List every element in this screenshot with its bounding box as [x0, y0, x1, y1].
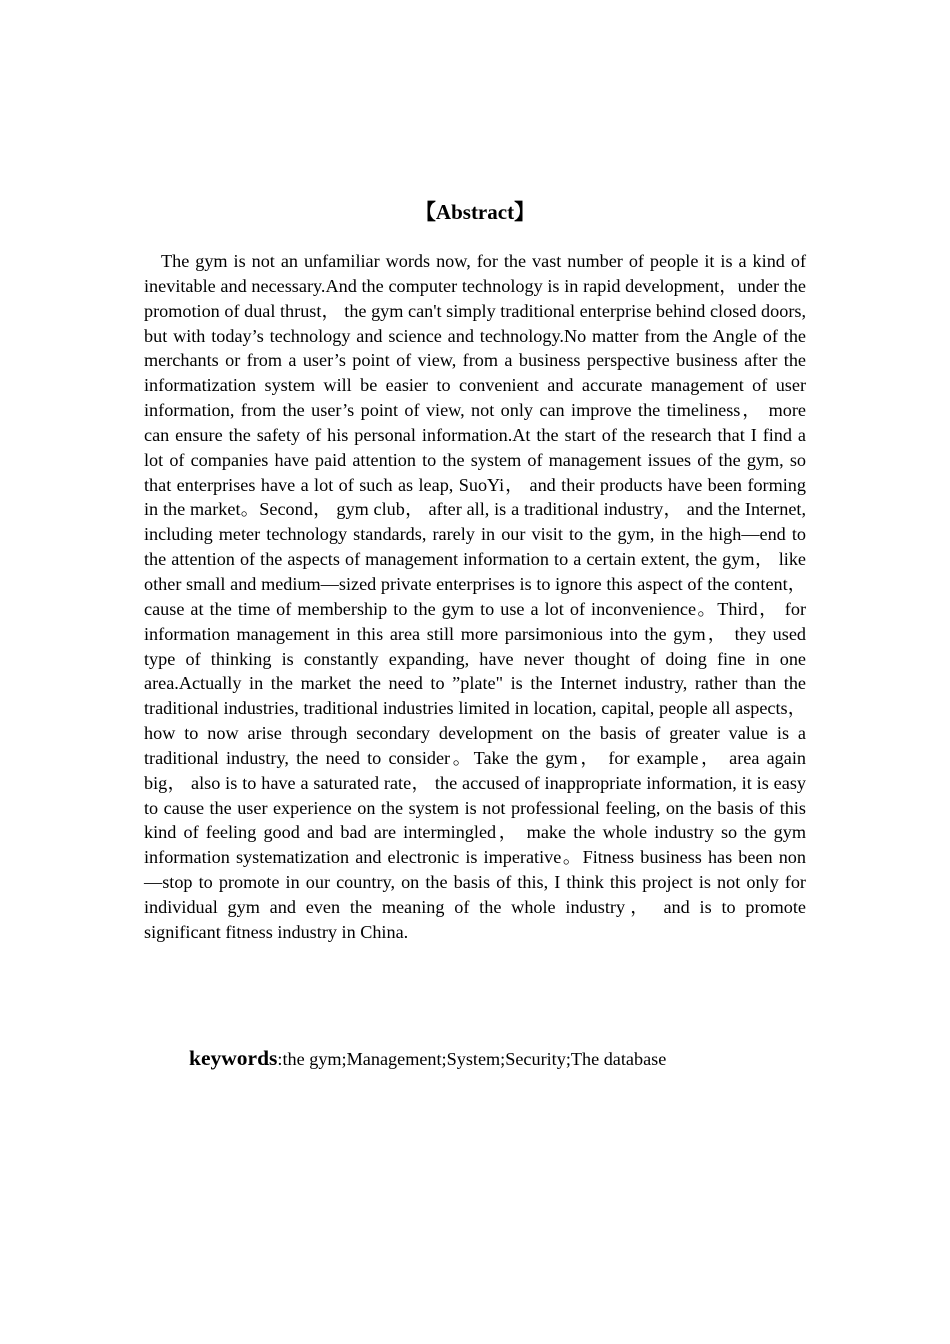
abstract-paragraph: The gym is not an unfamiliar words now, for the vast number of people it is a kind of inevitable and necessary.And the computer technology is in rapid development，under the promotion of dual thrust， the gym can't simply traditional enterprise behind closed doors, but with today’s technology and science and technology.No matter from the Angle of the merchants or from a user’s point of view, from a business perspective business after the informatization system will be easier to convenient and accurate management of user information, from the user’s point of view, not only can improve the timeliness， more can ensure the safety of his personal information.At the start of the research that I find a lot of companies have paid attention to the system of management issues of the gym, so that enterprises have a lot of such as leap, SuoYi， and their products have been forming in the market。Second， gym club， after all, is a traditional industry， and the Internet, including meter technology standards, rarely in our visit to the gym, in the high—end to the attention of the aspects of management information to a certain extent, the gym， like other small and medium—sized private enterprises is to ignore this aspect of the content， cause at the time of membership to the gym to use a lot of inconvenience。Third， for information management in this area still more parsimonious into the gym， they used type of thinking is constantly expanding, have never thought of doing fine in one area.Actually in the market the need to ”plate" is the Internet industry, rather than the traditional industries, traditional industries limited in location, capital, people all aspects， how to now arise through secondary development on the basis of greater value is a traditional industry, the need to consider。Take the gym， for example， area again big， also is to have a saturated rate， the accused of inappropriate information, it is easy to cause the user experience on the system is not professional feeling, on the basis of this kind of feeling good and bad are intermingled， make the whole industry so the gym information systematization and electronic is imperative。Fitness business has been non—stop to promote in our country, on the basis of this, I think this project is not only for individual gym and even the meaning of the whole industry， and is to promote significant fitness industry in China. [144, 251, 806, 942]
keywords-value: :the gym;Management;System;Security;The database [277, 1049, 667, 1069]
keywords-label: keywords [189, 1046, 278, 1070]
abstract-heading: 【Abstract】 [414, 200, 536, 224]
keywords-line [189, 1044, 829, 1073]
